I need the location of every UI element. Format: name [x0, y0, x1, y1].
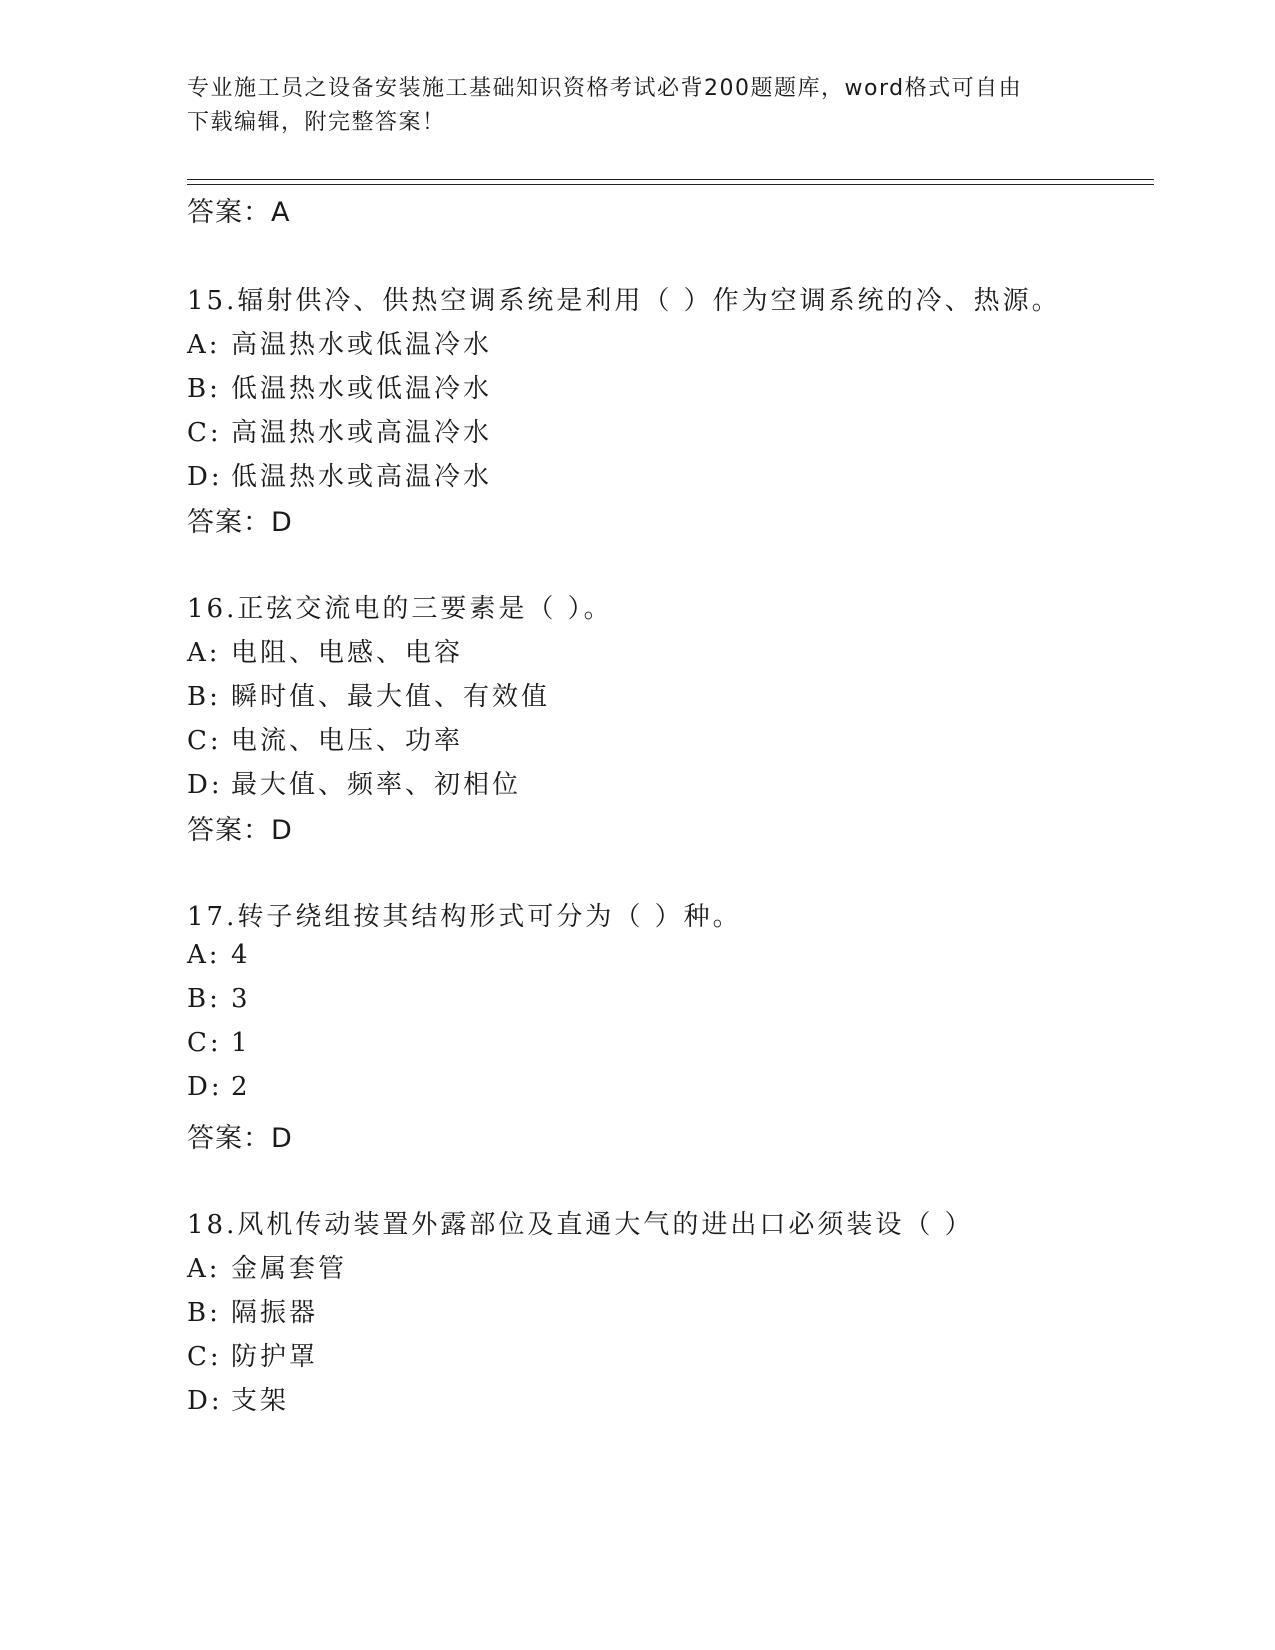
- option-text: 3: [231, 984, 251, 1014]
- option-b: [187, 1292, 318, 1329]
- question-text: 16.正弦交流电的三要素是（ ）。: [187, 594, 613, 624]
- option-label: D:: [187, 462, 223, 492]
- option-text: 高温热水或低温冷水: [231, 330, 493, 360]
- option-label: A:: [187, 1254, 221, 1284]
- header-line-1: 专业施工员之设备安装施工基础知识资格考试必背200题题库，word格式可自由: [187, 76, 1023, 101]
- question-text: 15.辐射供冷、供热空调系统是利用（ ）作为空调系统的冷、热源。: [187, 286, 1061, 316]
- option-label: A:: [187, 330, 221, 360]
- question-text: 17.转子绕组按其结构形式可分为（ ）种。: [187, 902, 742, 932]
- answer-line: 答案：D: [187, 507, 293, 538]
- option-label: A:: [187, 638, 221, 668]
- answer-line: 答案：D: [187, 815, 293, 846]
- option-text: 金属套管: [231, 1254, 348, 1284]
- option-a: [187, 1248, 347, 1285]
- header-line-2: 下载编辑，附完整答案！: [187, 110, 446, 135]
- option-label: D:: [187, 1386, 223, 1416]
- option-text: 隔振器: [231, 1298, 319, 1328]
- document-header: [187, 72, 1067, 140]
- question-text: 18.风机传动装置外露部位及直通大气的进出口必须装设（ ）: [187, 1210, 974, 1240]
- option-label: C:: [187, 726, 222, 756]
- answer-line: 答案：D: [187, 1123, 293, 1154]
- option-d: [187, 764, 521, 801]
- option-text: 高温热水或高温冷水: [231, 418, 493, 448]
- option-text: 1: [231, 1028, 251, 1058]
- option-d: [187, 1380, 289, 1417]
- option-text: 电阻、电感、电容: [231, 638, 464, 668]
- option-label: C:: [187, 418, 222, 448]
- option-label: C:: [187, 1342, 222, 1372]
- option-text: 电流、电压、功率: [231, 726, 464, 756]
- option-text: 支架: [231, 1386, 290, 1416]
- option-c: [187, 1028, 251, 1058]
- option-a: [187, 324, 492, 361]
- option-text: 瞬时值、最大值、有效值: [231, 682, 551, 712]
- option-text: 4: [231, 940, 251, 970]
- option-label: B:: [187, 682, 221, 712]
- header-divider-top: [187, 179, 1154, 180]
- option-label: B:: [187, 984, 221, 1014]
- option-a: [187, 632, 463, 669]
- option-text: 最大值、频率、初相位: [231, 770, 522, 800]
- option-d: [187, 1072, 251, 1102]
- answer-line: 答案：A: [187, 197, 291, 228]
- option-label: B:: [187, 1298, 221, 1328]
- option-label: D:: [187, 1072, 223, 1102]
- option-label: B:: [187, 374, 221, 404]
- option-label: C:: [187, 1028, 222, 1058]
- option-label: D:: [187, 770, 223, 800]
- option-text: 2: [231, 1072, 251, 1102]
- option-a: [187, 940, 251, 970]
- option-d: [187, 456, 492, 493]
- option-c: [187, 412, 492, 449]
- option-b: [187, 984, 251, 1014]
- option-b: [187, 368, 492, 405]
- option-text: 低温热水或高温冷水: [231, 462, 493, 492]
- option-text: 低温热水或低温冷水: [231, 374, 493, 404]
- option-c: [187, 720, 463, 757]
- option-b: [187, 676, 550, 713]
- header-divider-bottom: [187, 184, 1154, 185]
- option-label: A:: [187, 940, 221, 970]
- option-c: [187, 1336, 318, 1373]
- option-text: 防护罩: [231, 1342, 319, 1372]
